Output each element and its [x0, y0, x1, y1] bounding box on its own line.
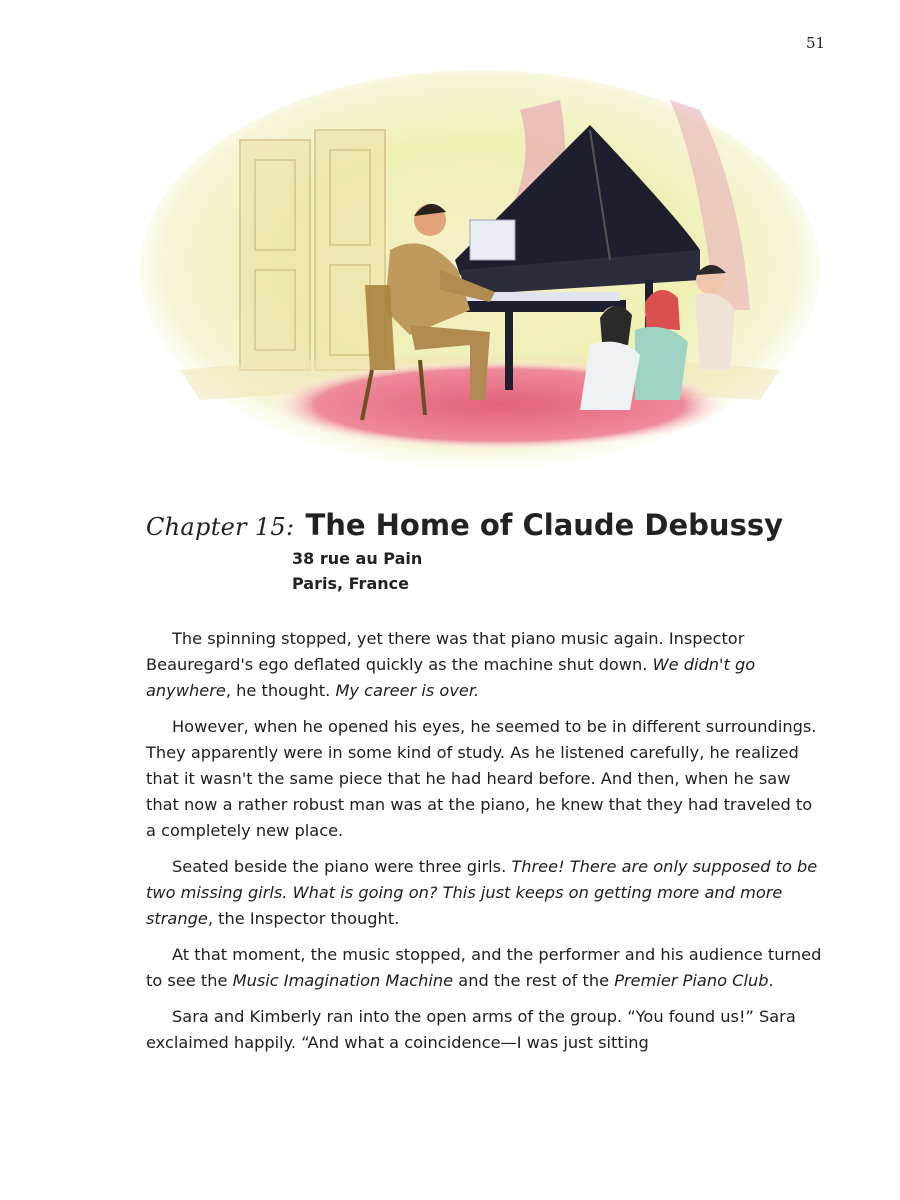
story-text	[146, 626, 826, 1066]
address-city: Paris, France	[292, 574, 409, 593]
paragraph	[146, 626, 826, 704]
chapter-address	[292, 546, 846, 596]
chapter-heading	[146, 508, 846, 596]
chapter-number: Chapter 15:	[146, 513, 295, 541]
italic-text-run: Three! There are only supposed to be two missing girls. What is going on? This just keeps on getting more and more strange	[146, 857, 818, 928]
paragraph	[146, 1004, 826, 1056]
italic-text-run: My career is over.	[335, 681, 480, 700]
text-run: However, when he opened his eyes, he seemed to be in different surroundings. They apparently were in some kind of study. As he listened carefully, he realized that it wasn't the same piece that he had heard before. And then, when he saw that now a rather robust man was at the piano, he knew that they had traveled to a completely new place.	[146, 717, 817, 840]
text-run: Sara and Kimberly ran into the open arms of the group. “You found us!” Sara exclaimed happily. “And what a coincidence—I was just sitting	[146, 1007, 796, 1052]
text-run: .	[768, 971, 774, 990]
text-run: and the rest of the	[453, 971, 615, 990]
paragraph	[146, 942, 826, 994]
page-number: 51	[806, 34, 826, 52]
text-run: , the Inspector thought.	[207, 909, 400, 928]
paragraph	[146, 714, 826, 844]
text-run: At that moment, the music stopped, and the performer and his audience turned to see the	[146, 945, 822, 990]
piano-scene-illustration	[140, 70, 820, 470]
address-street: 38 rue au Pain	[292, 549, 423, 568]
italic-text-run: Music Imagination Machine	[232, 971, 454, 990]
paragraph	[146, 854, 826, 932]
text-run: Seated beside the piano were three girls.	[172, 857, 512, 876]
italic-text-run: We didn't go anywhere	[146, 655, 756, 700]
text-run: The spinning stopped, yet there was that piano music again. Inspector Beauregard's ego deflated quickly as the machine shut down.	[146, 629, 745, 674]
chapter-title: The Home of Claude Debussy	[305, 508, 784, 542]
text-run: , he thought.	[225, 681, 336, 700]
italic-text-run: Premier Piano Club	[614, 971, 769, 990]
